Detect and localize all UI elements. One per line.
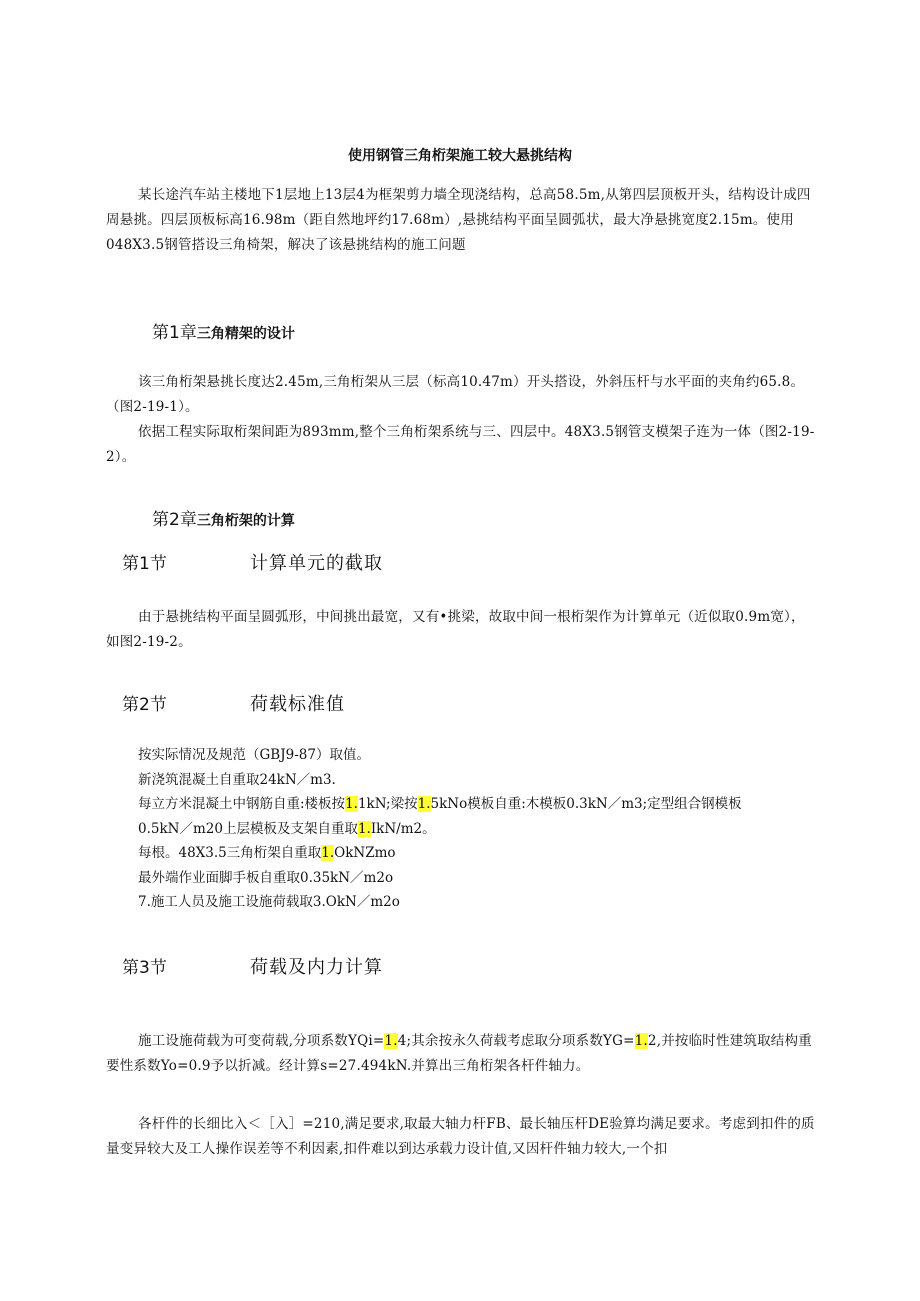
section-3-paragraph (106, 1029, 816, 1079)
load-line-5-text-a: 每根。48X3.5三角桁架自重取 (138, 845, 322, 861)
load-line-3-text-a: 每立方米混凝土中钢筋自重:楼板按 (138, 796, 346, 812)
section-1-heading (122, 549, 383, 574)
load-line-4-text-a: 0.5kN／m20上层模板及支架自重取 (138, 820, 358, 837)
load-line-5 (138, 841, 818, 866)
section-1-paragraph: 由于悬挑结构平面呈圆弧形，中间挑出最宽，又有•挑梁，故取中间一根桁架作为计算单元（近似取0.9m宽），如图2-19-2。 (106, 609, 805, 650)
load-line-4 (138, 817, 818, 842)
intro-paragraph: 某长途汽车站主楼地下1层地上13层4为框架剪力墙全现浇结构，总高58.5m,从第四层顶板开头，结构设计成四周悬挑。四层顶板标高16.98m（距自然地坪约17.68m）,悬挑结构平面呈圆弧状，最大净悬挑宽度2.15m。使用048X3.5钢管搭设三角椅架，解决了该悬挑结构的施工问题 (106, 187, 811, 253)
load-line-1: 按实际情况及规范（GBJ9-87）取值。 (138, 747, 370, 763)
highlight-mark: 1. (357, 820, 371, 837)
section-1-number: 第1节 (122, 554, 167, 574)
chapter-2-title: 三角桁架的计算 (196, 513, 295, 529)
section-3-title: 荷载及内力计算 (250, 957, 383, 978)
highlight-mark: 1. (321, 845, 335, 861)
section-2-title: 荷载标准值 (250, 694, 345, 715)
section-2-number: 第2节 (122, 695, 167, 715)
load-line-3 (138, 792, 818, 817)
chapter-1-paragraph-2: 依据工程实际取桁架间距为893mm,整个三角桁架系统与三、四层中。48X3.5钢管支模架子连为一体（图2-19-2）。 (106, 424, 815, 465)
chapter-1-heading (152, 318, 295, 343)
load-line-7: 7.施工人员及施工设施荷载取3.OkN／m2o (138, 894, 400, 910)
highlight-mark: 1. (384, 1033, 398, 1049)
chapter-2-number: 第2章 (152, 510, 197, 530)
chapter-1-paragraph-1: 该三角桁架悬挑长度达2.45m,三角桁架从三层（标高10.47m）开头搭设，外斜压杆与水平面的夹角约65.8。（图2-19-1）。 (106, 374, 805, 415)
highlight-mark: 1. (417, 796, 431, 812)
section-2-heading (122, 690, 345, 715)
load-line-4-text-b: IkN/m2。 (370, 820, 436, 837)
document-title: 使用钢管三角桁架施工较大悬挑结构 (348, 148, 572, 164)
load-line-5-text-b: OkNZmo (334, 845, 396, 861)
highlight-mark: 1. (345, 796, 358, 812)
chapter-1-number: 第1章 (152, 323, 197, 343)
load-line-3-text-b: 1kN;梁按 (357, 796, 418, 812)
load-line-3-text-c: 5kNo模板自重:木模板0.3kN／m3;定型组合钢模板 (430, 796, 742, 812)
load-line-2: 新浇筑混凝土自重取24kN／m3. (138, 771, 336, 788)
section-3-number: 第3节 (122, 958, 167, 978)
final-paragraph: 各杆件的长细比入＜［入］=210,满足要求,取最大轴力杆FB、最长轴压杆DE验算均满足要求。考虑到扣件的质量变异较大及工人操作误差等不利因素,扣件难以到达承载力设计值,又因杆件轴力较大,一个扣 (106, 1116, 815, 1157)
chapter-2-heading (152, 505, 295, 530)
loads-list (138, 743, 818, 915)
section-1-title: 计算单元的截取 (250, 553, 383, 574)
calc-text-b: 4;其余按永久荷载考虑取分项系数YG= (397, 1033, 635, 1049)
highlight-mark: 1. (634, 1033, 648, 1049)
chapter-1-title: 三角精架的设计 (196, 326, 295, 342)
calc-text-c: 2,并按临时性建筑取结构重要性系数Yo=0.9予以折减。经计算s=27.494kN.并算出三角桁架各杆件轴力。 (106, 1033, 812, 1074)
load-line-6: 最外端作业面脚手板自重取0.35kN／m2o (138, 869, 394, 886)
calc-text-a: 施工设施荷载为可变荷载,分项系数YQi= (138, 1033, 385, 1049)
section-3-heading (122, 953, 383, 978)
